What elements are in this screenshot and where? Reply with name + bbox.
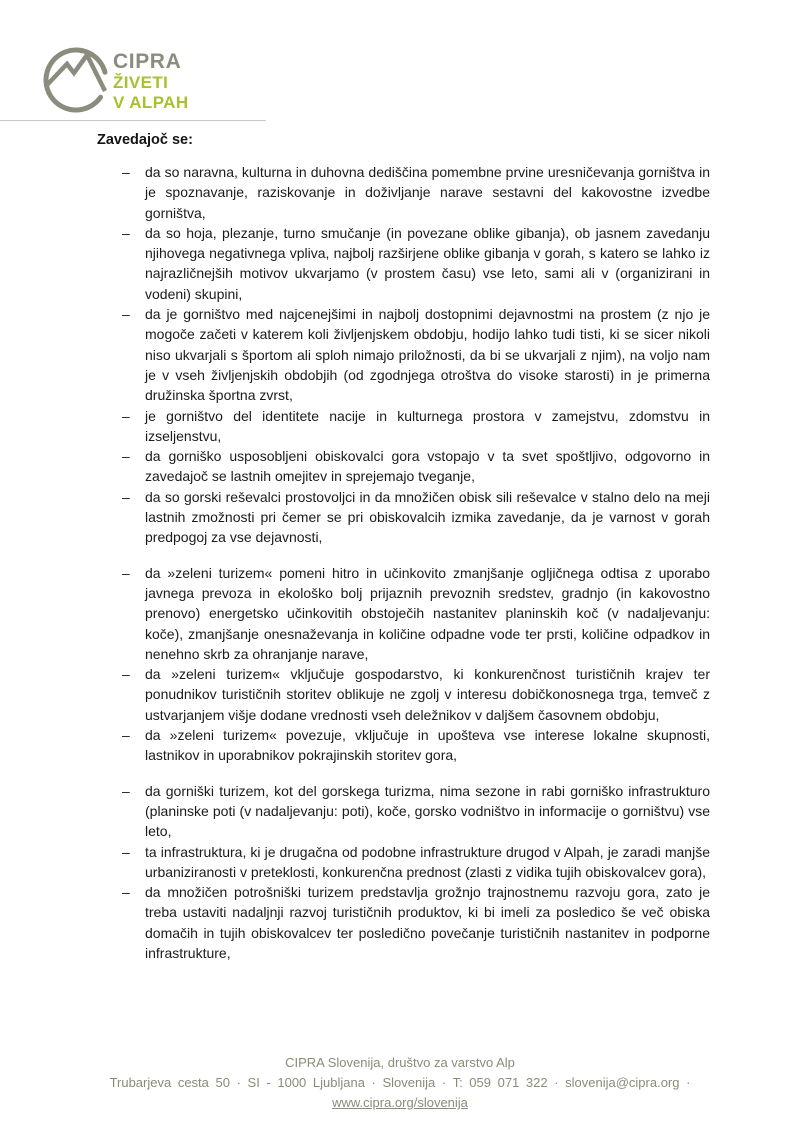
bullet-item: – da gorniški turizem, kot del gorskega turizma, nima sezone in rabi gorniško infrastrukturo (planinske poti (v nadaljevanju: poti), koče, gorsko vodništvo in informacije o gorništvu) vse leto, bbox=[122, 781, 710, 842]
bullet-item: – da je gorništvo med najcenejšimi in najbolj dostopnimi dejavnostmi na prostem (z njo je mogoče začeti v katerem koli življenjskem obdobju, hodijo lahko tudi tisti, ki se sicer nikoli niso ukvarjali s športom ali sploh nimajo priložnosti, da bi se ukvarjali z njim), na voljo nam je v vseh življenjskih obdobjih (od zgodnjega otroštva do visoke starosti) in je primerna družinska športna zvrst, bbox=[122, 304, 710, 405]
mountain-circle-icon bbox=[40, 44, 112, 116]
bullet-item: – da so gorski reševalci prostovoljci in da množičen obisk sili reševalce v stalno delo na meji lastnih zmožnosti pri čemer se pri obiskovalcih izmika zavedanje, da je varnost v gorah predpogoj za vse dejavnosti, bbox=[122, 487, 710, 548]
letterhead-divider bbox=[0, 120, 266, 121]
logo-brand: CIPRA bbox=[113, 50, 182, 73]
section-heading: Zavedajoč se: bbox=[97, 132, 193, 148]
footer-address: Trubarjeva cesta 50 · SI - 1000 Ljubljana · Slovenija · T: 059 071 322 · slovenija@cipra.org · bbox=[109, 1075, 691, 1090]
bullet-item: – da so hoja, plezanje, turno smučanje (in povezane oblike gibanja), ob jasnem zavedanju njihovega negativnega vpliva, najbolj razširjene oblike gibanja v gorah, s katero se lahko iz najrazličnejših motivov ukvarjamo (v prostem času) vse leto, sami ali v (organizirani in vodeni) skupini, bbox=[122, 223, 710, 304]
bullet-list bbox=[122, 162, 710, 963]
cipra-logo bbox=[113, 50, 189, 113]
bullet-item: – da gorniško usposobljeni obiskovalci gora vstopajo v ta svet spoštljivo, odgovorno in zavedajoč se lastnih omejitev in sprejemajo tveganje, bbox=[122, 446, 710, 487]
document-body bbox=[97, 131, 710, 963]
bullet-item: – da množičen potrošniški turizem predstavlja grožnjo trajnostnemu razvoju gora, zato je treba ustaviti nadaljnji razvoj turističnih produktov, ki bi imeli za posledico še več obiska domačih in tujih obiskovalcev ter posledično povečanje turističnih nastanitev in podporne infrastrukture, bbox=[122, 882, 710, 963]
bullet-item: – ta infrastruktura, ki je drugačna od podobne infrastrukture drugod v Alpah, je zaradi manjše urbaniziranosti v preteklosti, konkurenčna prednost (zlasti z vidika tujih obiskovalcev gora), bbox=[122, 842, 710, 883]
footer-website-link[interactable]: www.cipra.org/slovenija bbox=[332, 1095, 468, 1110]
bullet-item: – da so naravna, kulturna in duhovna dediščina pomembne prvine uresničevanja gorništva in je spoznavanje, raziskovanje in doživljanje narave sestavni del kakovostne izvedbe gorništva, bbox=[122, 162, 710, 223]
logo-tagline-line1: ŽIVETI bbox=[113, 73, 169, 92]
bullet-item: – da »zeleni turizem« pomeni hitro in učinkovito zmanjšanje ogljičnega odtisa z uporabo javnega prevoza in ekološko bolj prijaznih prevoznih sredstev, gradnjo (in kakovostno prenovo) energetsko učinkovitih obstoječih nastanitev planinskih koč (v nadaljevanju: koče), zmanjšanje onesnaževanja in količine odpadne vode ter prsti, količine odpadkov in nenehno skrb za ohranjanje narave, bbox=[122, 563, 710, 664]
bullet-item: – je gorništvo del identitete nacije in kulturnega prostora v zamejstvu, zdomstvu in izseljenstvu, bbox=[122, 406, 710, 447]
bullet-item: – da »zeleni turizem« vključuje gospodarstvo, ki konkurenčnost turističnih krajev ter ponudnikov turističnih storitev oblikuje ne zgolj v interesu dobičkonosnega trga, temveč z ustvarjanjem višje dodane vrednosti vseh deležnikov v daljšem časovnem obdobju, bbox=[122, 664, 710, 725]
logo-tagline-line2: V ALPAH bbox=[113, 93, 189, 112]
footer-org: CIPRA Slovenija, društvo za varstvo Alp bbox=[285, 1055, 515, 1070]
document-footer bbox=[0, 1053, 800, 1113]
bullet-item: – da »zeleni turizem« povezuje, vključuje in upošteva vse interese lokalne skupnosti, lastnikov in uporabnikov pokrajinskih storitev gora, bbox=[122, 725, 710, 766]
